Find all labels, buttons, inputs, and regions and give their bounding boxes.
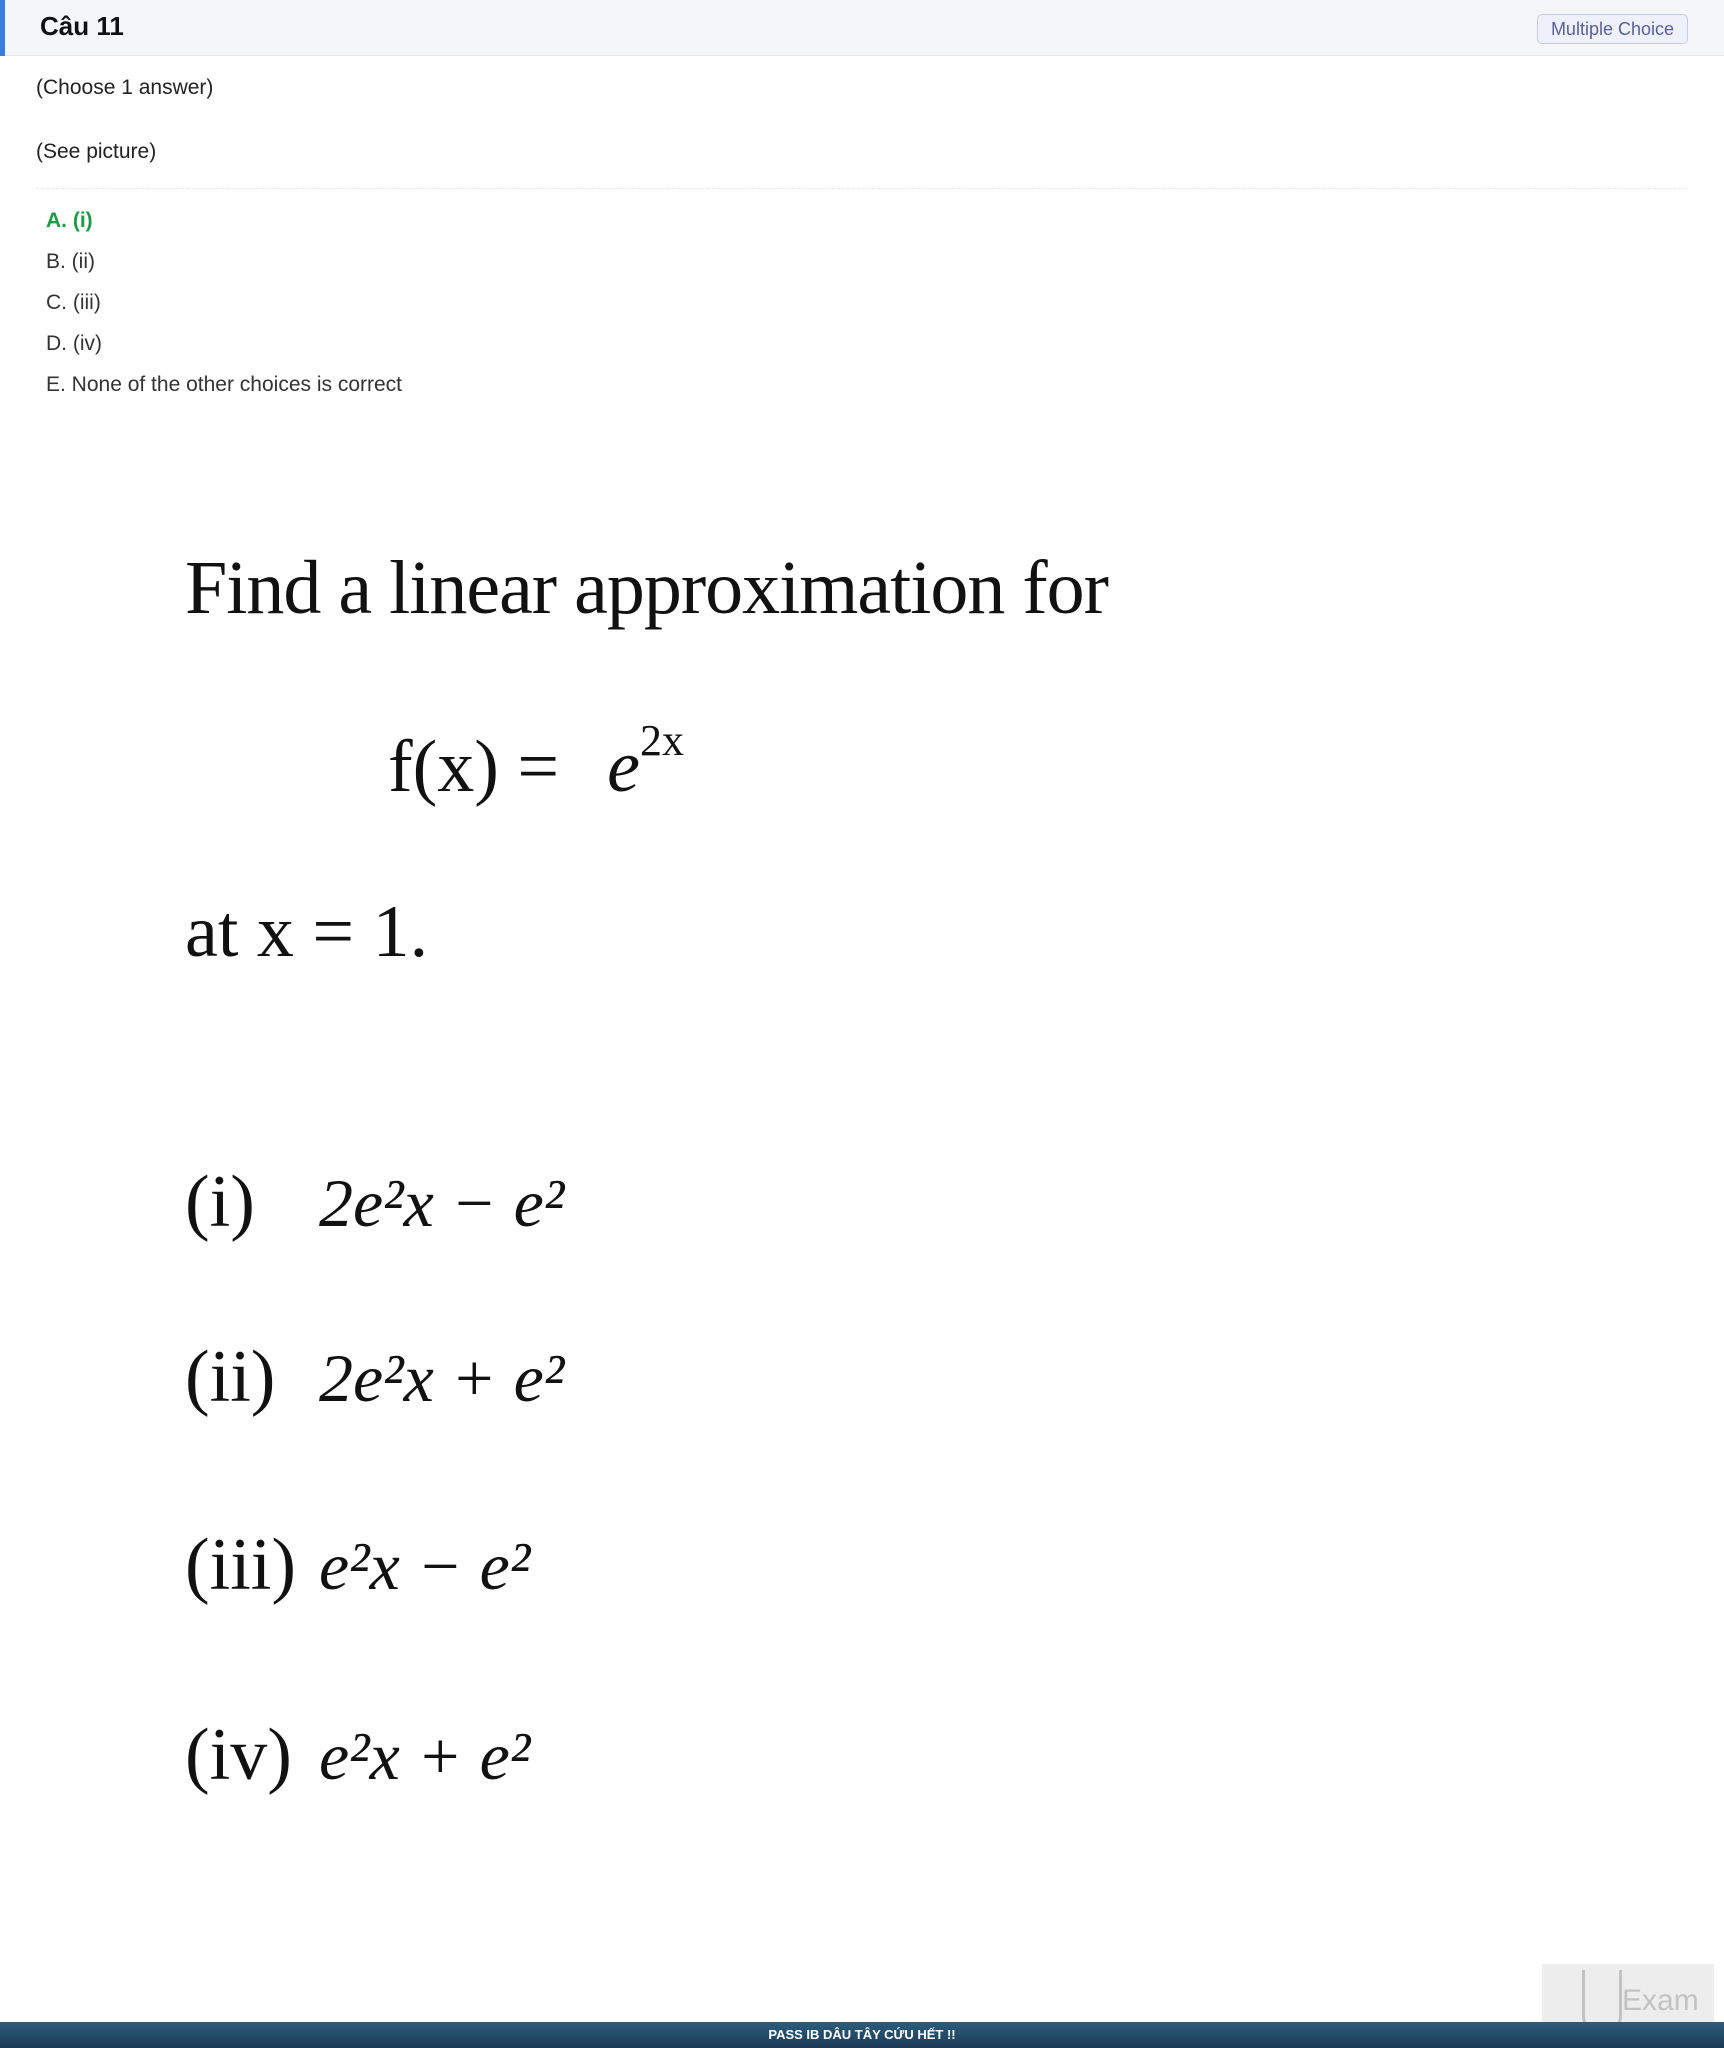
answer-option-e[interactable]: E. None of the other choices is correct <box>46 373 403 396</box>
footer-bar: PASS IB DÂU TÂY CỨU HẾT !! <box>0 2022 1724 2048</box>
question-header <box>0 0 1724 56</box>
answer-option-c[interactable]: C. (iii) <box>46 291 101 314</box>
question-type-badge: Multiple Choice <box>1537 14 1688 44</box>
watermark-text: Exam <box>1622 1984 1699 2017</box>
question-picture <box>0 430 1724 1830</box>
picture-choice-iv <box>185 1713 530 1798</box>
choice-label: (iv) <box>185 1714 292 1796</box>
choose-instruction: (Choose 1 answer) <box>36 76 214 99</box>
picture-choice-iii <box>185 1523 530 1608</box>
picture-point: at x = 1. <box>185 891 429 973</box>
answer-options <box>46 200 402 405</box>
picture-heading: Find a linear approximation for <box>185 546 1108 630</box>
picture-choice-i <box>185 1160 564 1245</box>
picture-function <box>388 715 684 810</box>
picture-choice-ii <box>185 1335 564 1420</box>
choice-expression: e²x − e² <box>319 1528 531 1604</box>
choice-expression: e²x + e² <box>319 1718 531 1794</box>
function-base: e <box>607 726 641 808</box>
header-accent-bar <box>0 0 5 56</box>
choice-label: (ii) <box>185 1336 276 1418</box>
choice-label: (i) <box>185 1161 255 1243</box>
question-title: Câu 11 <box>40 11 124 41</box>
answer-option-a[interactable]: A. (i) <box>46 209 93 232</box>
see-picture-instruction: (See picture) <box>36 140 157 163</box>
function-exponent: 2x <box>640 716 685 765</box>
choice-expression: 2e²x + e² <box>319 1340 565 1416</box>
section-divider <box>36 188 1686 189</box>
choice-expression: 2e²x − e² <box>319 1165 565 1241</box>
function-lhs: f(x) = <box>388 726 560 808</box>
answer-option-b[interactable]: B. (ii) <box>46 250 95 273</box>
answer-option-d[interactable]: D. (iv) <box>46 332 102 355</box>
choice-label: (iii) <box>185 1524 296 1606</box>
